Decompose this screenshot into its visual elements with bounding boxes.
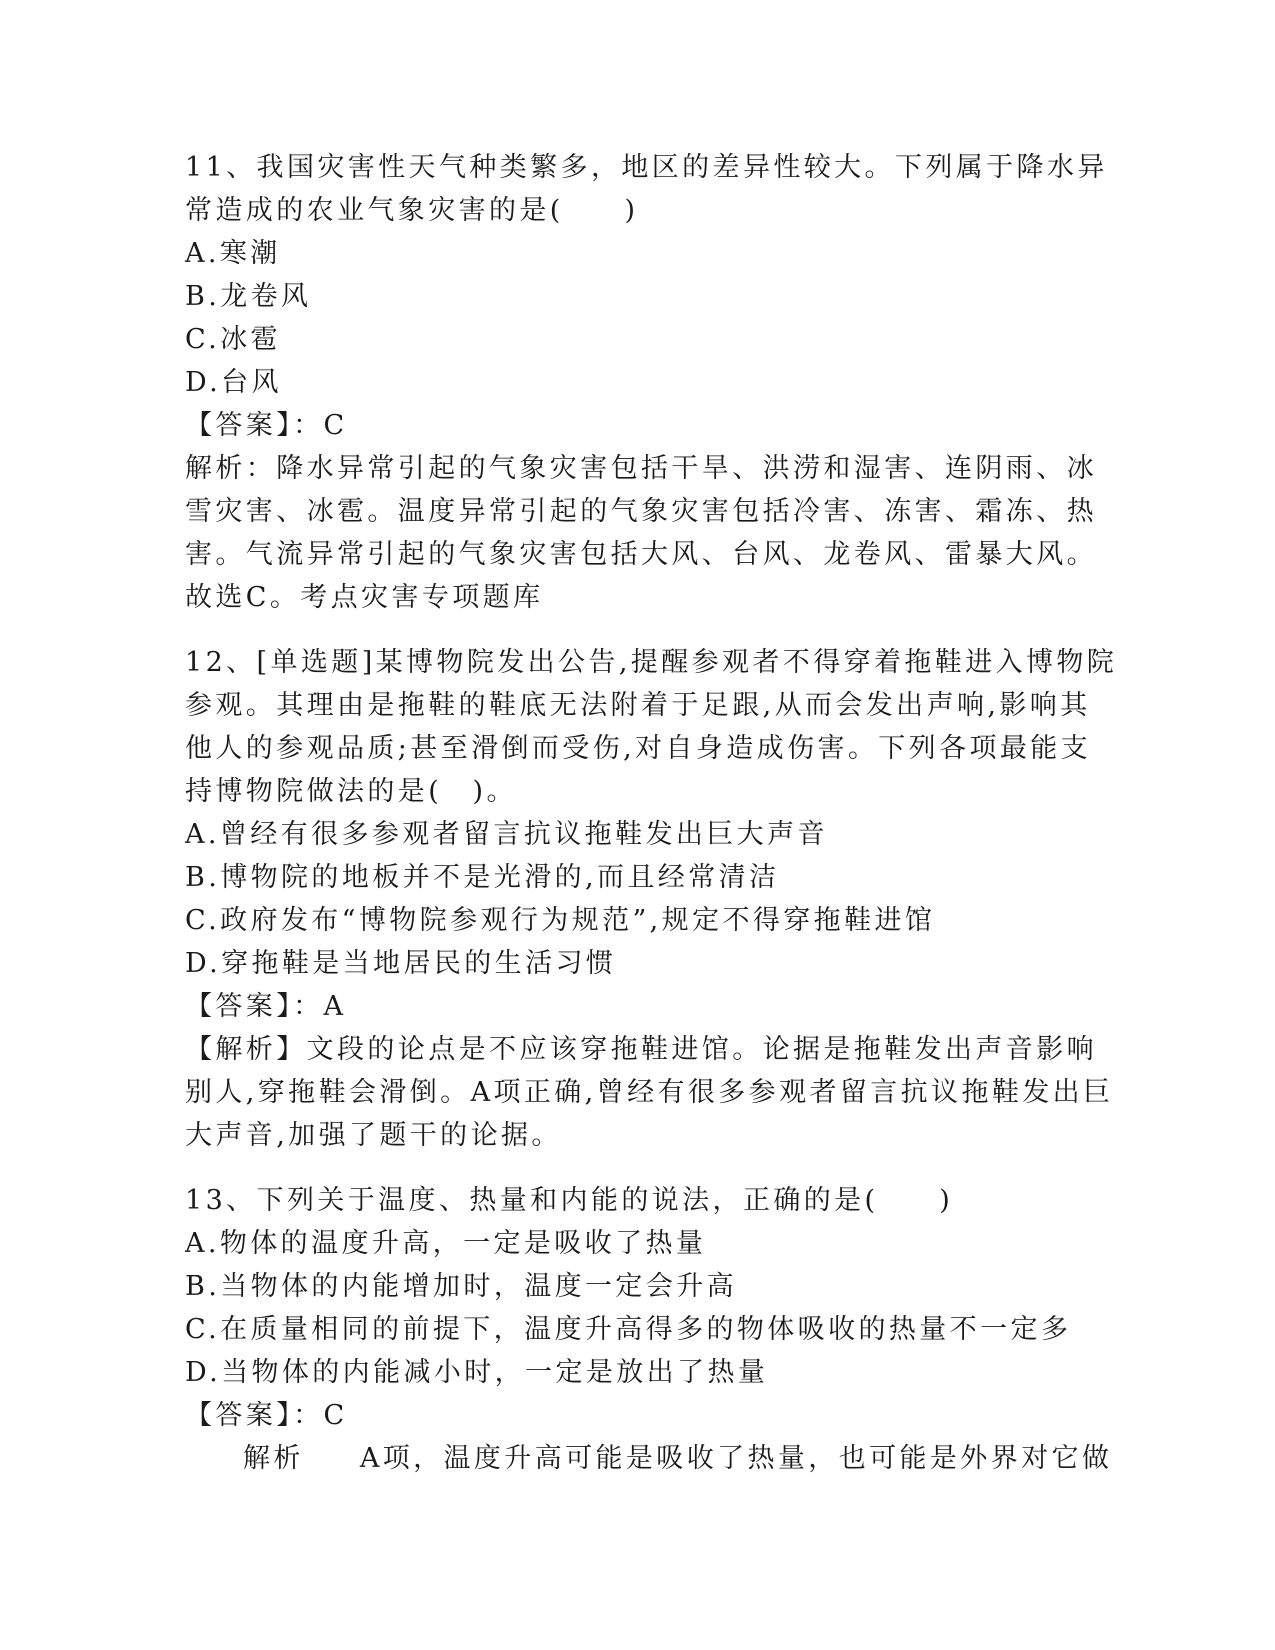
answer-line: 【答案】：C <box>185 1400 348 1431</box>
option-b: B.龙卷风 <box>185 281 312 312</box>
question-12 <box>185 641 1118 1157</box>
answer-line: 【答案】：A <box>185 991 347 1022</box>
question-spacer <box>185 619 1085 641</box>
analysis-line: 【解析】文段的论点是不应该穿拖鞋进馆。论据是拖鞋发出声音影响 <box>185 1034 1097 1065</box>
analysis-line: 大声音,加强了题干的论据。 <box>185 1120 562 1151</box>
analysis-line: 别人,穿拖鞋会滑倒。A项正确,曾经有很多参观者留言抗议拖鞋发出巨 <box>185 1077 1114 1108</box>
analysis-line: 解析：降水异常引起的气象灾害包括干旱、洪涝和湿害、连阴雨、冰 <box>185 453 1097 484</box>
answer-line: 【答案】：C <box>185 410 348 441</box>
question-stem-line: 他人的参观品质;甚至滑倒而受伤,对自身造成伤害。下列各项最能支 <box>185 733 1092 764</box>
question-stem-line: 常造成的农业气象灾害的是( ) <box>185 195 639 226</box>
analysis-label: 解析 <box>243 1443 304 1474</box>
option-a: A.物体的温度升高，一定是吸收了热量 <box>185 1228 707 1259</box>
analysis-line <box>185 1437 1113 1480</box>
question-11 <box>185 146 1108 619</box>
option-c: C.政府发布“博物院参观行为规范”,规定不得穿拖鞋进馆 <box>185 905 936 936</box>
option-d: D.穿拖鞋是当地居民的生活习惯 <box>185 948 617 979</box>
option-c: C.冰雹 <box>185 324 281 355</box>
option-a: A.曾经有很多参观者留言抗议拖鞋发出巨大声音 <box>185 819 828 850</box>
analysis-line: 害。气流异常引起的气象灾害包括大风、台风、龙卷风、雷暴大风。 <box>185 539 1097 570</box>
question-stem-line: 13、下列关于温度、热量和内能的说法，正确的是( ) <box>185 1185 954 1216</box>
option-b: B.当物体的内能增加时，温度一定会升高 <box>185 1271 738 1302</box>
analysis-line: 雪灾害、冰雹。温度异常引起的气象灾害包括冷害、冻害、霜冻、热 <box>185 496 1097 527</box>
option-b: B.博物院的地板并不是光滑的,而且经常清洁 <box>185 862 780 893</box>
question-stem-line: 11、我国灾害性天气种类繁多，地区的差异性较大。下列属于降水异 <box>185 152 1108 183</box>
analysis-line: 故选C。考点灾害专项题库 <box>185 582 544 613</box>
option-d: D.台风 <box>185 367 282 398</box>
option-a: A.寒潮 <box>185 238 281 269</box>
option-c: C.在质量相同的前提下，温度升高得多的物体吸收的热量不一定多 <box>185 1314 1072 1345</box>
analysis-text: A项，温度升高可能是吸收了热量，也可能是外界对它做 <box>359 1443 1113 1474</box>
question-13 <box>185 1179 1113 1480</box>
question-spacer <box>185 1157 1085 1179</box>
question-stem-line: 持博物院做法的是( )。 <box>185 776 517 807</box>
question-stem-line: 12、[单选题]某博物院发出公告,提醒参观者不得穿着拖鞋进入博物院 <box>185 647 1118 678</box>
document-content <box>185 146 1118 1480</box>
option-d: D.当物体的内能减小时，一定是放出了热量 <box>185 1357 769 1388</box>
question-stem-line: 参观。其理由是拖鞋的鞋底无法附着于足跟,从而会发出声响,影响其 <box>185 690 1091 721</box>
